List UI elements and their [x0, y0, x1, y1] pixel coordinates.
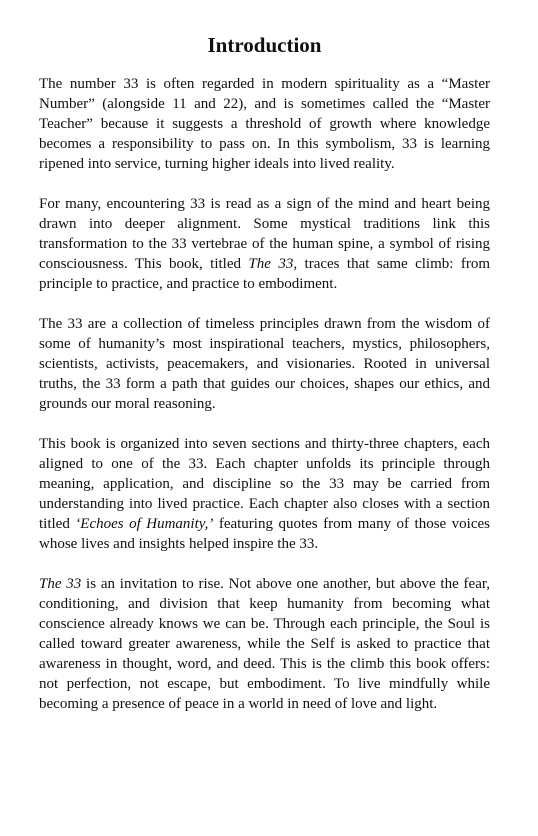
paragraph-2 — [39, 194, 490, 294]
section-title-italic: ‘Echoes of Humanity,’ — [75, 516, 214, 532]
page-title: Introduction — [207, 33, 322, 57]
paragraph-2-text-b: traces that same climb: from principle to practice, and practice to embodiment. — [39, 256, 491, 292]
paragraph-1: The number 33 is often regarded in modern spirituality as a “Master Number” (alongside 11 and 22), and is sometimes called the “Master Teacher” because it suggests a threshold of growth where knowledge becomes a responsibility to pass on. In this symbolism, 33 is learning ripened into service, turning higher ideals into lived reality. — [39, 76, 490, 172]
paragraph-3: The 33 are a collection of timeless principles drawn from the wisdom of some of humanity’s most inspirational teachers, mystics, philosophers, scientists, activists, peacemakers, and visionaries. Rooted in universal truths, the 33 form a path that guides our choices, shapes our ethics, and grounds our moral reasoning. — [39, 316, 490, 412]
paragraph-2-text-a: For many, encountering 33 is read as a sign of the mind and heart being drawn into deeper alignment. Some mystical traditions link this transformation to the 33 vertebrae of the human spine, a symbol of rising consciousness. This book, titled — [39, 196, 490, 272]
document-page — [39, 30, 490, 734]
book-title-italic-2: The 33 — [39, 576, 82, 592]
paragraph-4 — [39, 434, 490, 554]
paragraph-4-text-a: This book is organized into seven sections and thirty-three chapters, each aligned to one of the 33. Each chapter unfolds its principle through meaning, application, and discipline so the 33 may be carried from understanding into lived practice. Each chapter also closes with a section titled — [39, 436, 490, 532]
paragraph-5 — [39, 574, 490, 714]
paragraph-4-text-b: featuring quotes from many of those voices whose lives and insights helped inspire the 33. — [39, 516, 490, 552]
book-title-italic: The 33, — [248, 256, 298, 272]
paragraph-5-text: is an invitation to rise. Not above one another, but above the fear, conditioning, and division that keep humanity from becoming what conscience already knows we can be. Through each principle, the Soul is called toward greater awareness, while the Self is asked to practice that awareness in thought, word, and deed. This is the climb this book offers: not perfection, not escape, but embodiment. To live mindfully while becoming a presence of peace in a world in need of love and light. — [39, 576, 490, 712]
